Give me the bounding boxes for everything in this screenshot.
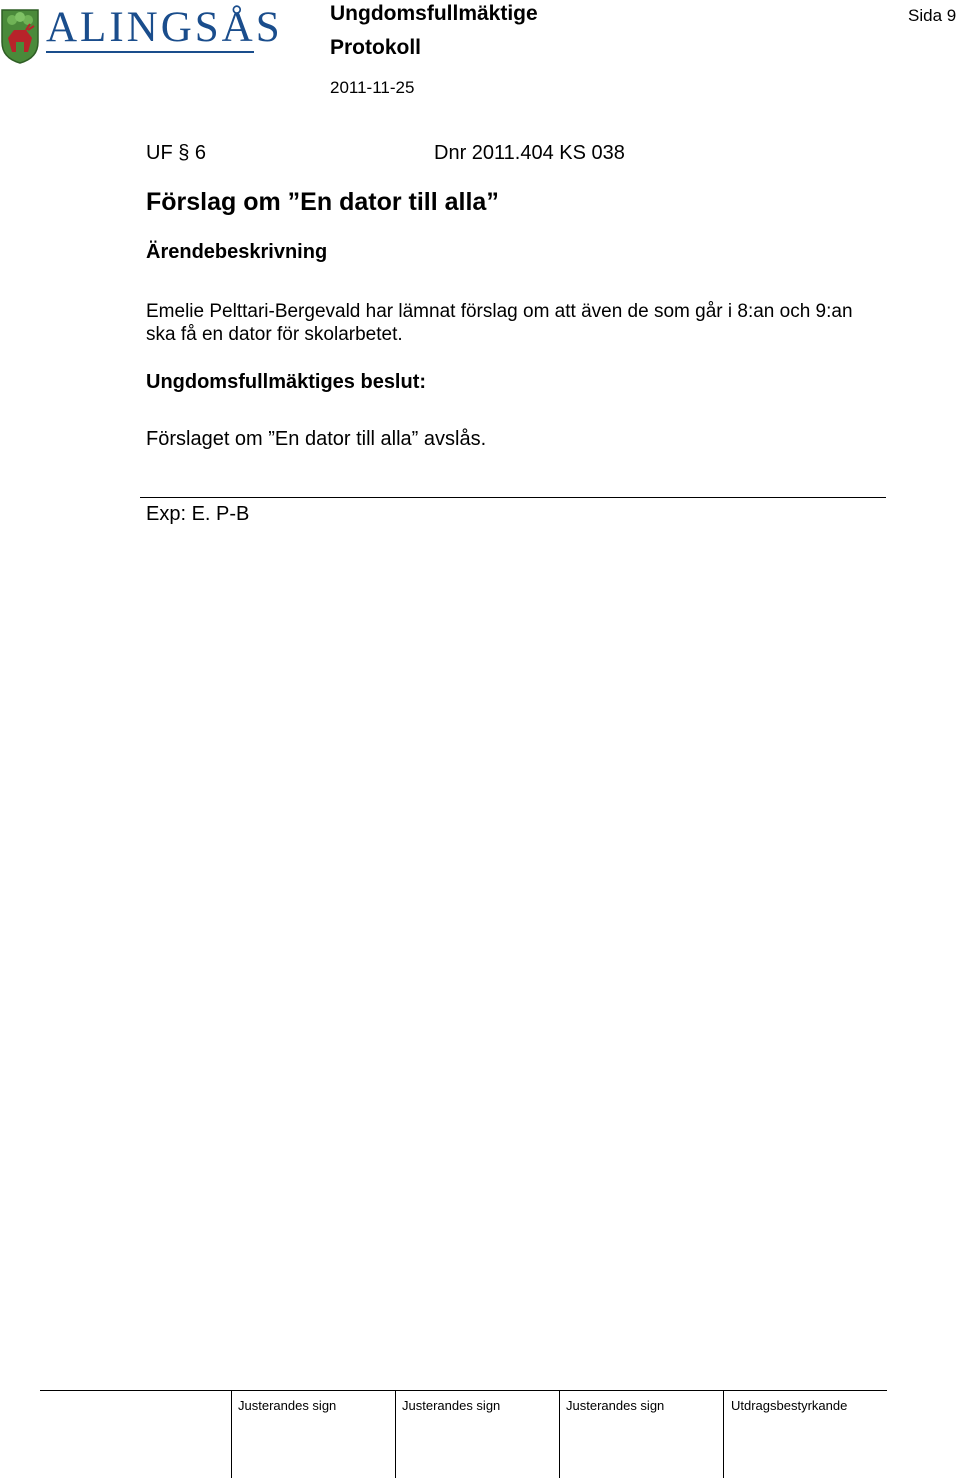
municipal-crest-icon	[0, 8, 40, 64]
item-title: Förslag om ”En dator till alla”	[146, 188, 499, 216]
logo-wordmark: ALINGSÅS	[46, 4, 283, 51]
description-text: Emelie Pelttari-Bergevald har lämnat förslag om att även de som går i 8:an och 9:an ska få en dator för skolarbetet.	[146, 301, 853, 345]
item-number: UF § 6	[146, 142, 207, 164]
signature-label: Justerandes sign	[238, 1398, 337, 1413]
logo-underline	[46, 51, 254, 53]
footer-divider	[395, 1391, 396, 1478]
meeting-date: 2011-11-25	[330, 78, 415, 97]
signature-label: Justerandes sign	[402, 1398, 501, 1413]
document-title: Ungdomsfullmäktige	[330, 2, 538, 25]
footer-divider	[723, 1391, 724, 1478]
signature-label: Justerandes sign	[566, 1398, 665, 1413]
divider	[140, 497, 886, 498]
footer-divider	[559, 1391, 560, 1478]
decision-text: Förslaget om ”En dator till alla” avslås.	[146, 428, 487, 450]
footer-divider	[231, 1391, 232, 1478]
footer-rule	[40, 1390, 887, 1391]
page-number: Sida 9	[908, 6, 957, 25]
description-heading: Ärendebeskrivning	[146, 241, 328, 263]
diary-number: Dnr 2011.404 KS 038	[434, 142, 625, 164]
alingsas-logo	[0, 4, 283, 64]
decision-heading: Ungdomsfullmäktiges beslut:	[146, 371, 427, 393]
certification-label: Utdragsbestyrkande	[731, 1398, 848, 1413]
expedition-note: Exp: E. P-B	[146, 503, 250, 525]
document-type: Protokoll	[330, 36, 422, 59]
